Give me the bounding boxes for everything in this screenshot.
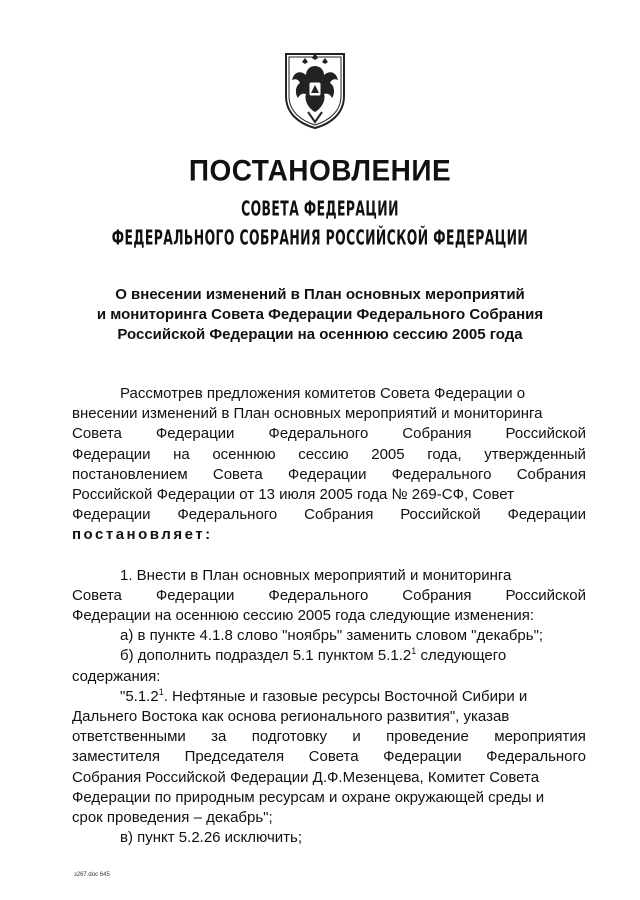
document-subtitle-line1: СОВЕТА ФЕДЕРАЦИИ	[241, 196, 399, 221]
item-b-continuation: содержания:	[72, 667, 161, 685]
subject-line: Российской Федерации на осеннюю сессию 2005 года	[117, 326, 523, 343]
text-line: заместителя Председателя Совета Федерации Федерального	[72, 748, 586, 766]
text-line: 1. Внести в План основных мероприятий и мониторинга	[120, 566, 512, 584]
text-line: Дальнего Востока как основа регионального развития", указав	[72, 708, 510, 726]
text-line: Российской Федерации от 13 июля 2005 года № 269-СФ, Совет	[72, 486, 515, 504]
text-line: срок проведения – декабрь";	[72, 809, 273, 827]
resolves-word: постановляет:	[72, 526, 213, 544]
item-v: в) пункт 5.2.26 исключить;	[120, 829, 303, 847]
text-line: постановлением Совета Федерации Федерального Собрания	[72, 465, 586, 483]
text-line: Собрания Российской Федерации Д.Ф.Мезенцева, Комитет Совета	[72, 768, 540, 786]
text-line: Федерации Федерального Собрания Российской Федерации	[72, 506, 586, 524]
text-line: ответственными за подготовку и проведение мероприятия	[72, 728, 586, 746]
quote-paragraph	[72, 707, 586, 828]
document-title: ПОСТАНОВЛЕНИЕ	[188, 154, 452, 187]
file-reference: з267.doc 645	[74, 872, 110, 878]
item-1-paragraph	[72, 566, 586, 627]
text-line: Федерации по природным ресурсам и охране окружающей среды и	[72, 788, 545, 806]
coat-of-arms-emblem	[282, 50, 348, 130]
subject-line: О внесении изменений в План основных мероприятий	[115, 286, 525, 303]
text-line: Рассмотрев предложения комитетов Совета Федерации о	[120, 385, 526, 402]
text-line: внесении изменений в План основных мероприятий и мониторинга	[72, 405, 543, 423]
item-b: б) дополнить подраздел 5.1 пунктом 5.1.2$^1$ следующего	[120, 646, 507, 665]
item-a: а) в пункте 4.1.8 слово "ноябрь" заменить словом "декабрь";	[120, 627, 544, 645]
text-line: Федерации на осеннюю сессию 2005 года, утвержденный	[72, 445, 586, 463]
quote-first-line: "5.1.2$^1$. Нефтяные и газовые ресурсы Восточной Сибири и	[120, 686, 528, 705]
subject-line: и мониторинга Совета Федерации Федерального Собрания	[96, 306, 544, 323]
resolution-body	[72, 384, 586, 848]
text-line: Совета Федерации Федерального Собрания Российской	[72, 586, 586, 604]
text-line: Федерации на осеннюю сессию 2005 года следующие изменения:	[72, 607, 535, 625]
text-line: Совета Федерации Федерального Собрания Российской	[72, 425, 586, 443]
preamble-paragraph	[72, 384, 586, 525]
resolution-subject	[60, 285, 580, 345]
document-subtitle-line2: ФЕДЕРАЛЬНОГО СОБРАНИЯ РОССИЙСКОЙ ФЕДЕРАЦИИ	[111, 225, 529, 250]
